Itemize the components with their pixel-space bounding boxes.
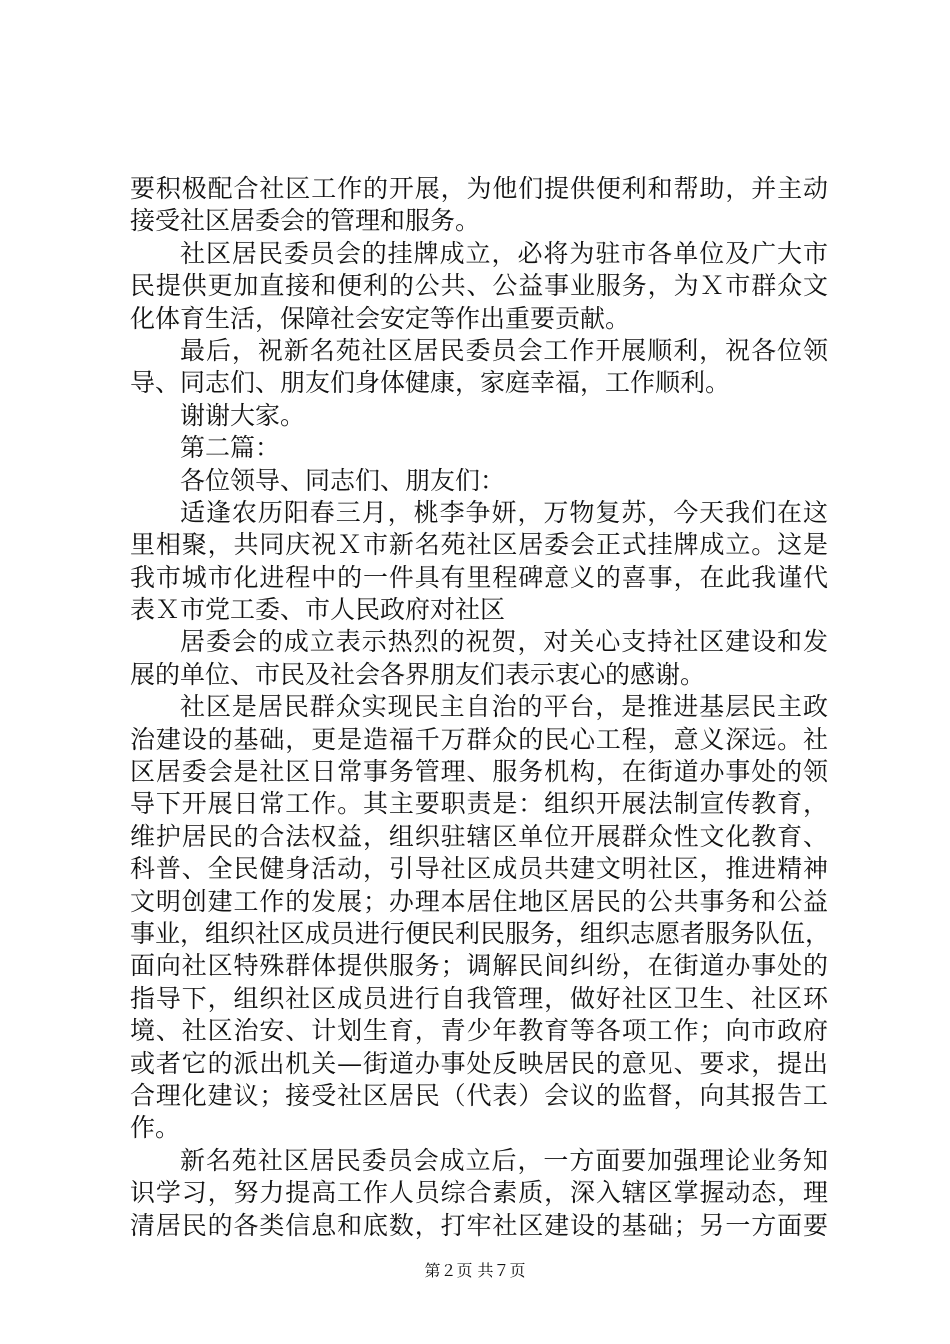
text-line: 识学习，努力提高工作人员综合素质，深入辖区掌握动态，理 — [130, 1178, 828, 1208]
text-line: 导、同志们、朋友们身体健康，家庭幸福，工作顺利。 — [130, 368, 731, 398]
text-line: 谢谢大家。 — [180, 400, 306, 430]
text-line: 各位领导、同志们、朋友们： — [180, 465, 506, 495]
text-line: 居委会的成立表示热烈的祝贺，对关心支持社区建设和发 — [180, 627, 828, 657]
text-line: 指导下，组织社区成员进行自我管理，做好社区卫生、社区环 — [130, 983, 828, 1013]
text-line: 新名苑社区居民委员会成立后，一方面要加强理论业务知 — [180, 1145, 828, 1175]
text-line: 里相聚，共同庆祝Ｘ市新名苑社区居委会正式挂牌成立。这是 — [130, 530, 828, 560]
text-line: 民提供更加直接和便利的公共、公益事业服务，为Ｘ市群众文 — [130, 271, 828, 301]
text-line: 面向社区特殊群体提供服务；调解民间纠纷，在街道办事处的 — [130, 951, 828, 981]
text-line: 展的单位、市民及社会各界朋友们表示衷心的感谢。 — [130, 659, 706, 689]
document-body — [130, 173, 831, 1242]
text-line: 作。 — [130, 1113, 181, 1143]
text-line: 社区是居民群众实现民主自治的平台，是推进基层民主政 — [180, 692, 828, 722]
text-line: 接受社区居委会的管理和服务。 — [130, 206, 481, 236]
text-line: 维护居民的合法权益，组织驻辖区单位开展群众性文化教育、 — [130, 821, 828, 851]
text-line: 文明创建工作的发展；办理本居住地区居民的公共事务和公益 — [130, 886, 828, 916]
text-line: 合理化建议；接受社区居民（代表）会议的监督，向其报告工 — [130, 1080, 828, 1110]
text-line: 社区居民委员会的挂牌成立，必将为驻市各单位及广大市 — [180, 238, 828, 268]
text-line: 适逢农历阳春三月，桃李争妍，万物复苏，今天我们在这 — [180, 497, 828, 527]
text-line: 最后，祝新名苑社区居民委员会工作开展顺利，祝各位领 — [180, 335, 828, 365]
text-line: 或者它的派出机关—街道办事处反映居民的意见、要求，提出 — [130, 1048, 828, 1078]
text-line: 事业，组织社区成员进行便民利民服务，组织志愿者服务队伍， — [130, 918, 831, 948]
text-line: 第二篇： — [180, 433, 281, 463]
text-line: 我市城市化进程中的一件具有里程碑意义的喜事，在此我谨代 — [130, 562, 828, 592]
text-line: 清居民的各类信息和底数，打牢社区建设的基础；另一方面要 — [130, 1210, 828, 1240]
text-line: 要积极配合社区工作的开展，为他们提供便利和帮助，并主动 — [130, 174, 828, 203]
page-footer: 第２页 共７页 — [424, 1261, 526, 1280]
text-line: 导下开展日常工作。其主要职责是：组织开展法制宣传教育， — [130, 789, 828, 819]
text-line: 化体育生活，保障社会安定等作出重要贡献。 — [130, 303, 631, 333]
text-line: 治建设的基础，更是造福千万群众的民心工程，意义深远。社 — [130, 724, 828, 754]
text-line: 境、社区治安、计划生育，青少年教育等各项工作；向市政府 — [130, 1016, 828, 1046]
text-line: 区居委会是社区日常事务管理、服务机构，在街道办事处的领 — [130, 757, 828, 787]
text-line: 表Ｘ市党工委、市人民政府对社区 — [130, 595, 506, 625]
text-line: 科普、全民健身活动，引导社区成员共建文明社区，推进精神 — [130, 854, 828, 884]
